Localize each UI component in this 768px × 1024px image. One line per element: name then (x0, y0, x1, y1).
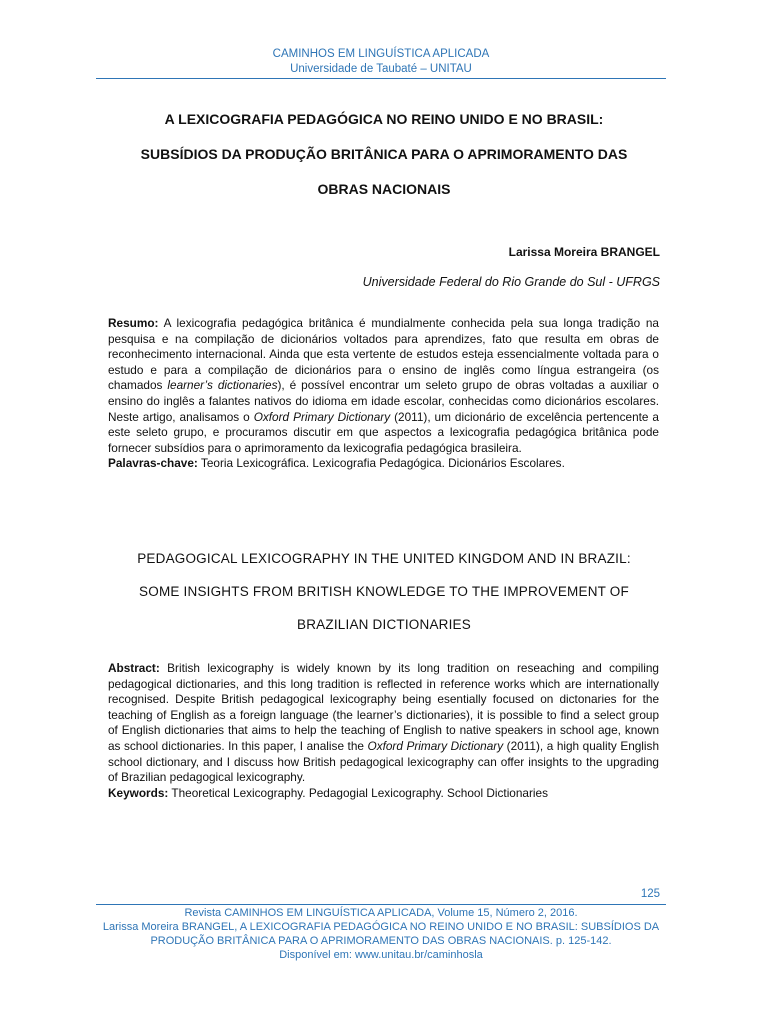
abstract-paragraph (108, 661, 659, 786)
resumo-label: Resumo: (108, 316, 159, 330)
abstract-italic-1: Oxford Primary Dictionary (367, 738, 504, 753)
abstract-section (108, 661, 659, 801)
title-line-3: OBRAS NACIONAIS (317, 181, 451, 197)
palavras-chave (108, 456, 659, 472)
resumo-italic-1: learner’s dictionaries (167, 378, 278, 393)
footer-link[interactable]: Disponível em: www.unitau.br/caminhosla (279, 949, 483, 961)
author-name: Larissa Moreira BRANGEL (508, 245, 660, 259)
running-header (96, 47, 666, 77)
resumo-section (108, 316, 659, 472)
palavras-chave-label: Palavras-chave: (108, 456, 198, 471)
keywords-text: Theoretical Lexicography. Pedagogial Lexicography. School Dictionaries (168, 785, 549, 800)
footer-line-2: Larissa Moreira BRANGEL, A LEXICOGRAFIA PEDAGÓGICA NO REINO UNIDO E NO BRASIL: SUBSÍDIOS DA (102, 921, 660, 933)
header-divider (96, 78, 666, 79)
keywords (108, 786, 659, 802)
running-footer (96, 906, 666, 962)
article-title (108, 102, 660, 207)
resumo-text-1: A lexicografia pedagógica britânica é mundialmente conhecida pela sua longa tradição na pesquisa e na compilação de dicionários voltados para aprendizes, fato que resulta em obras de reconhecimento internacional. Ainda que esta vertente de estudos esteja essencialmente voltada para o estudo e para a compilação de dicionários para o ensino de inglês como língua estrangeira (os chamados (108, 316, 659, 393)
en-title-line-1: PEDAGOGICAL LEXICOGRAPHY IN THE UNITED KINGDOM AND IN BRAZIL: (137, 551, 631, 566)
resumo-paragraph (108, 316, 659, 456)
english-title (108, 542, 660, 641)
footer-divider (96, 904, 666, 905)
resumo-text-2: ), é possível encontrar um seleto grupo de obras voltadas a auxiliar o ensino do inglês a falantes nativos do idioma em idade escolar, conhecidas como dicionários escolares. Neste artigo, analisamos o (108, 378, 659, 424)
footer-line-1: Revista CAMINHOS EM LINGUÍSTICA APLICADA, Volume 15, Número 2, 2016. (184, 907, 578, 919)
resumo-italic-2: Oxford Primary Dictionary (253, 409, 391, 424)
author-affiliation: Universidade Federal do Rio Grande do Sul - UFRGS (362, 275, 660, 289)
en-title-line-3: BRAZILIAN DICTIONARIES (297, 617, 471, 632)
abstract-text-1: British lexicography is widely known by its long tradition on reseaching and compiling pedagogical dictionaries, and this long tradition is reflected in reference works which are internationally recognised. Despite British pedagogical lexicography being esentially focused on dictonaries for the teaching of English as a foreign language (the learner’s dictionaries), it is possible to find a select group of English dictionaries that aims to help the teaching of English to native speakers in school age, known as school dictionaries. In this paper, I analise the (108, 661, 659, 753)
footer-line-3: PRODUÇÃO BRITÂNICA PARA O APRIMORAMENTO DAS OBRAS NACIONAIS. p. 125-142. (150, 935, 612, 947)
palavras-chave-text: Teoria Lexicográfica. Lexicografia Pedagógica. Dicionários Escolares. (197, 456, 565, 471)
title-line-1: A LEXICOGRAFIA PEDAGÓGICA NO REINO UNIDO E NO BRASIL: (164, 111, 604, 127)
header-journal: CAMINHOS EM LINGUÍSTICA APLICADA (272, 48, 490, 60)
keywords-label: Keywords: (108, 785, 169, 800)
abstract-label: Abstract: (108, 661, 160, 675)
header-institution: Universidade de Taubaté – UNITAU (290, 63, 472, 75)
resumo-text-3: (2011), um dicionário de excelência pertencente a este seleto grupo, e procuramos discutir em que aspectos a lexicografia pedagógica britânica pode fornecer subsídios para o aprimoramento da lexicografia pedagógica brasileira. (108, 409, 659, 455)
page-number: 125 (640, 888, 660, 900)
abstract-text-2: (2011), a high quality English school dictionary, and I discuss how British pedagogical lexicography can offer insights to the upgrading of Brazilian pedagogical lexicography. (108, 738, 660, 785)
title-line-2: SUBSÍDIOS DA PRODUÇÃO BRITÂNICA PARA O APRIMORAMENTO DAS (140, 146, 628, 162)
en-title-line-2: SOME INSIGHTS FROM BRITISH KNOWLEDGE TO THE IMPROVEMENT OF (139, 584, 629, 599)
